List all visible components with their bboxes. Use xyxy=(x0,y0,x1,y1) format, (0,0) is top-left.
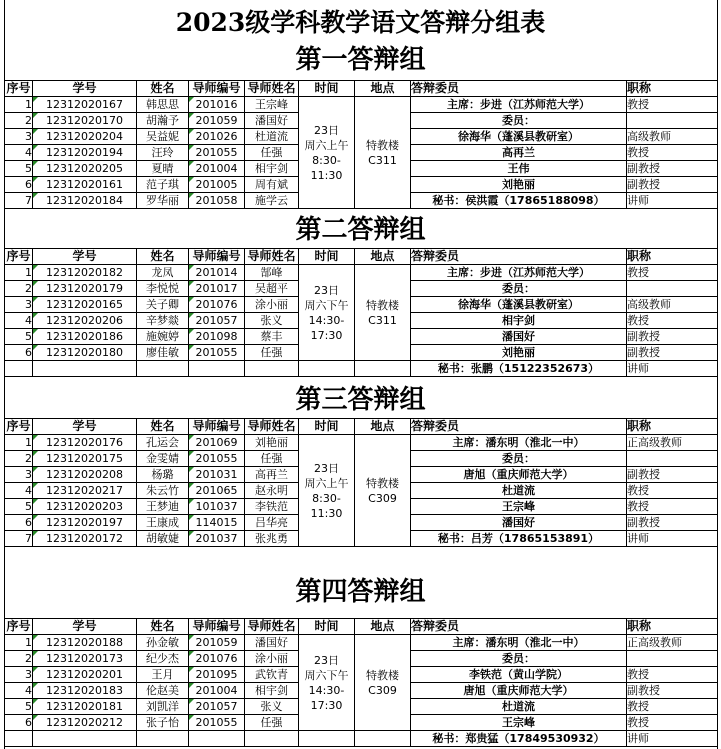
advisor-name-cell: 张兆勇 xyxy=(245,531,299,547)
time-line: 周六上午 xyxy=(304,476,349,490)
empty-cell xyxy=(245,361,299,377)
committee-cell: 王宗峰 xyxy=(411,715,627,731)
column-header: 导师编号 xyxy=(189,419,245,435)
column-header: 序号 xyxy=(6,81,31,95)
advisor-name-cell: 相宇剑 xyxy=(245,161,299,177)
rank-cell: 副教授 xyxy=(627,329,718,345)
advisor-id-cell: 201069 xyxy=(189,435,245,451)
time-line: 8:30- xyxy=(312,491,341,505)
advisor-name-cell: 潘国好 xyxy=(245,635,299,651)
rank-cell: 高级教师 xyxy=(627,297,718,313)
place-line: C309 xyxy=(368,491,397,505)
advisor-id-cell: 201026 xyxy=(189,129,245,145)
page-title: 2023级学科教学语文答辩分组表 xyxy=(175,8,546,37)
rank-cell: 教授 xyxy=(627,265,718,281)
student-id-cell: 12312020165 xyxy=(33,297,137,313)
student-id-cell: 12312020181 xyxy=(33,699,137,715)
header-row xyxy=(5,419,718,435)
committee-cell: 委员： xyxy=(411,451,627,467)
seq-cell: 3 xyxy=(5,667,33,683)
table-row xyxy=(5,635,718,651)
rank-cell: 讲师 xyxy=(627,531,718,547)
seq-cell: 1 xyxy=(5,265,33,281)
student-id-cell: 12312020197 xyxy=(33,515,137,531)
rank-cell: 副教授 xyxy=(627,161,718,177)
seq-cell: 4 xyxy=(5,483,33,499)
time-line: 23日 xyxy=(314,283,339,297)
column-header: 学号 xyxy=(33,619,137,635)
advisor-id-cell: 201004 xyxy=(189,683,245,699)
advisor-name-cell: 张义 xyxy=(245,313,299,329)
rank-cell: 讲师 xyxy=(627,193,718,209)
committee-cell: 主席：潘东明（淮北一中） xyxy=(411,635,627,651)
student-id-cell: 12312020208 xyxy=(33,467,137,483)
place-cell xyxy=(355,435,411,547)
advisor-id-cell: 201055 xyxy=(189,145,245,161)
advisor-id-cell: 201055 xyxy=(189,345,245,361)
committee-cell: 秘书：吕芳（17865153891） xyxy=(411,531,627,547)
rank-cell xyxy=(627,113,718,129)
column-header: 地点 xyxy=(355,249,411,265)
student-id-cell: 12312020176 xyxy=(33,435,137,451)
advisor-id-cell: 201098 xyxy=(189,329,245,345)
column-header: 职称 xyxy=(627,419,718,435)
advisor-name-cell: 施学云 xyxy=(245,193,299,209)
seq-cell: 5 xyxy=(5,499,33,515)
empty-cell xyxy=(137,731,189,747)
place-line: C311 xyxy=(368,153,397,167)
seq-cell: 1 xyxy=(5,97,33,113)
group-table xyxy=(4,248,718,377)
time-line: 8:30- xyxy=(312,153,341,167)
student-name-cell: 王月 xyxy=(137,667,189,683)
column-header: 学号 xyxy=(33,81,137,97)
column-header: 姓名 xyxy=(137,81,189,97)
seq-cell: 6 xyxy=(5,177,33,193)
place-line: 特教楼 xyxy=(366,476,399,490)
advisor-id-cell: 201076 xyxy=(189,651,245,667)
column-header: 地点 xyxy=(355,619,411,635)
empty-cell xyxy=(5,361,33,377)
rank-cell xyxy=(627,451,718,467)
student-name-cell: 吴益妮 xyxy=(137,129,189,145)
student-id-cell: 12312020161 xyxy=(33,177,137,193)
student-id-cell: 12312020212 xyxy=(33,715,137,731)
student-id-cell: 12312020217 xyxy=(33,483,137,499)
rank-cell: 副教授 xyxy=(627,515,718,531)
group-title: 第二答辩组 xyxy=(295,215,426,245)
committee-cell: 潘国好 xyxy=(411,515,627,531)
committee-cell: 主席：潘东明（淮北一中） xyxy=(411,435,627,451)
advisor-name-cell: 涂小丽 xyxy=(245,651,299,667)
empty-cell xyxy=(355,731,411,747)
advisor-id-cell: 201059 xyxy=(189,113,245,129)
rank-cell: 讲师 xyxy=(627,731,718,747)
committee-cell: 委员： xyxy=(411,113,627,129)
advisor-id-cell: 101037 xyxy=(189,499,245,515)
committee-cell: 主席：步进（江苏师范大学） xyxy=(411,265,627,281)
time-line: 周六下午 xyxy=(304,668,349,682)
student-name-cell: 王梦迪 xyxy=(137,499,189,515)
advisor-id-cell: 201059 xyxy=(189,635,245,651)
empty-cell xyxy=(355,361,411,377)
column-header: 导师编号 xyxy=(189,619,245,635)
advisor-id-cell: 201017 xyxy=(189,281,245,297)
place-line: 特教楼 xyxy=(366,298,399,312)
column-header: 序号 xyxy=(6,619,31,633)
column-header: 答辩委员 xyxy=(411,419,627,435)
rank-cell: 教授 xyxy=(627,699,718,715)
seq-cell: 5 xyxy=(5,699,33,715)
student-id-cell: 12312020180 xyxy=(33,345,137,361)
committee-cell: 王宗峰 xyxy=(411,499,627,515)
advisor-name-cell: 蔡丰 xyxy=(245,329,299,345)
rank-cell: 副教授 xyxy=(627,177,718,193)
column-header: 时间 xyxy=(299,81,355,97)
column-header: 导师姓名 xyxy=(245,81,299,97)
time-line: 11:30 xyxy=(310,506,343,520)
advisor-id-cell: 114015 xyxy=(189,515,245,531)
advisor-name-cell: 李铁范 xyxy=(245,499,299,515)
empty-cell xyxy=(33,731,137,747)
empty-cell xyxy=(299,731,355,747)
committee-cell: 秘书：郑贵猛（17849530932） xyxy=(411,731,627,747)
column-header: 姓名 xyxy=(137,619,189,635)
committee-cell: 主席：步进（江苏师范大学） xyxy=(411,97,627,113)
committee-cell: 相宇剑 xyxy=(411,313,627,329)
advisor-name-cell: 吴超平 xyxy=(245,281,299,297)
rank-cell: 教授 xyxy=(627,313,718,329)
advisor-name-cell: 任强 xyxy=(245,715,299,731)
committee-cell: 杜道流 xyxy=(411,483,627,499)
student-id-cell: 12312020201 xyxy=(33,667,137,683)
seq-cell: 2 xyxy=(5,451,33,467)
student-id-cell: 12312020175 xyxy=(33,451,137,467)
time-line: 周六上午 xyxy=(304,138,349,152)
time-cell xyxy=(299,635,355,731)
committee-cell: 李铁范（黄山学院） xyxy=(411,667,627,683)
seq-cell: 2 xyxy=(5,281,33,297)
column-header: 学号 xyxy=(33,249,137,265)
student-id-cell: 12312020183 xyxy=(33,683,137,699)
table-row xyxy=(5,265,718,281)
student-name-cell: 韩思思 xyxy=(137,97,189,113)
student-id-cell: 12312020173 xyxy=(33,651,137,667)
seq-cell: 7 xyxy=(5,531,33,547)
advisor-id-cell: 201057 xyxy=(189,699,245,715)
committee-cell: 唐旭（重庆师范大学） xyxy=(411,683,627,699)
rank-cell: 高级教师 xyxy=(627,129,718,145)
student-id-cell: 12312020205 xyxy=(33,161,137,177)
student-id-cell: 12312020188 xyxy=(33,635,137,651)
column-header: 导师编号 xyxy=(189,81,245,97)
group-table xyxy=(4,618,718,747)
column-header: 导师编号 xyxy=(189,249,245,265)
seq-cell: 5 xyxy=(5,329,33,345)
place-line: C311 xyxy=(368,313,397,327)
time-cell xyxy=(299,265,355,361)
advisor-id-cell: 201055 xyxy=(189,715,245,731)
advisor-name-cell: 张义 xyxy=(245,699,299,715)
rank-cell: 讲师 xyxy=(627,361,718,377)
student-name-cell: 金雯婧 xyxy=(137,451,189,467)
advisor-name-cell: 高再兰 xyxy=(245,467,299,483)
seq-cell: 7 xyxy=(5,193,33,209)
advisor-id-cell: 201095 xyxy=(189,667,245,683)
student-name-cell: 纪少杰 xyxy=(137,651,189,667)
rank-cell: 教授 xyxy=(627,97,718,113)
column-header: 地点 xyxy=(355,419,411,435)
place-cell xyxy=(355,97,411,209)
group-title: 第一答辩组 xyxy=(295,45,426,75)
committee-cell: 唐旭（重庆师范大学） xyxy=(411,467,627,483)
group-table xyxy=(4,80,718,209)
student-name-cell: 杨璐 xyxy=(137,467,189,483)
seq-cell: 4 xyxy=(5,145,33,161)
advisor-name-cell: 刘艳丽 xyxy=(245,435,299,451)
committee-cell: 刘艳丽 xyxy=(411,177,627,193)
student-name-cell: 龙凤 xyxy=(137,265,189,281)
rank-cell xyxy=(627,281,718,297)
advisor-id-cell: 201014 xyxy=(189,265,245,281)
group-title: 第三答辩组 xyxy=(295,385,426,415)
student-name-cell: 张子怡 xyxy=(137,715,189,731)
student-name-cell: 李悦悦 xyxy=(137,281,189,297)
rank-cell: 教授 xyxy=(627,499,718,515)
student-id-cell: 12312020172 xyxy=(33,531,137,547)
time-cell xyxy=(299,97,355,209)
advisor-id-cell: 201005 xyxy=(189,177,245,193)
student-id-cell: 12312020204 xyxy=(33,129,137,145)
column-header: 职称 xyxy=(627,249,718,265)
group-table xyxy=(4,418,718,547)
student-name-cell: 朱云竹 xyxy=(137,483,189,499)
place-cell xyxy=(355,635,411,731)
column-header: 学号 xyxy=(33,419,137,435)
student-name-cell: 王康成 xyxy=(137,515,189,531)
column-header: 时间 xyxy=(299,249,355,265)
column-header: 地点 xyxy=(355,81,411,97)
time-line: 14:30- xyxy=(308,683,345,697)
empty-cell xyxy=(137,361,189,377)
committee-cell: 委员： xyxy=(411,651,627,667)
advisor-name-cell: 任强 xyxy=(245,145,299,161)
committee-cell: 刘艳丽 xyxy=(411,345,627,361)
column-header: 序号 xyxy=(6,419,31,433)
seq-cell: 3 xyxy=(5,129,33,145)
student-id-cell: 12312020170 xyxy=(33,113,137,129)
rank-cell: 教授 xyxy=(627,483,718,499)
student-id-cell: 12312020186 xyxy=(33,329,137,345)
empty-cell xyxy=(189,361,245,377)
time-line: 14:30- xyxy=(308,313,345,327)
column-header: 答辩委员 xyxy=(411,619,627,635)
column-header: 答辩委员 xyxy=(411,249,627,265)
header-row xyxy=(5,249,718,265)
advisor-id-cell: 201037 xyxy=(189,531,245,547)
table-row xyxy=(5,97,718,113)
advisor-id-cell: 201004 xyxy=(189,161,245,177)
advisor-id-cell: 201031 xyxy=(189,467,245,483)
place-cell xyxy=(355,265,411,361)
table-row xyxy=(5,361,718,377)
place-line: 特教楼 xyxy=(366,138,399,152)
column-header: 答辩委员 xyxy=(411,81,627,97)
student-name-cell: 孙金敏 xyxy=(137,635,189,651)
seq-cell: 2 xyxy=(5,651,33,667)
student-id-cell: 12312020184 xyxy=(33,193,137,209)
rank-cell: 副教授 xyxy=(627,345,718,361)
rank-cell xyxy=(627,651,718,667)
seq-cell: 6 xyxy=(5,715,33,731)
seq-cell: 6 xyxy=(5,515,33,531)
student-name-cell: 夏晴 xyxy=(137,161,189,177)
advisor-id-cell: 201016 xyxy=(189,97,245,113)
student-name-cell: 刘凯洋 xyxy=(137,699,189,715)
advisor-name-cell: 任强 xyxy=(245,345,299,361)
seq-cell: 1 xyxy=(5,435,33,451)
committee-cell: 秘书：侯洪霞（17865188098） xyxy=(411,193,627,209)
advisor-name-cell: 相宇剑 xyxy=(245,683,299,699)
committee-cell: 高再兰 xyxy=(411,145,627,161)
seq-cell: 4 xyxy=(5,683,33,699)
committee-cell: 徐海华（蓬溪县教研室） xyxy=(411,297,627,313)
empty-cell xyxy=(245,731,299,747)
column-header: 职称 xyxy=(627,619,718,635)
rank-cell: 正高级教师 xyxy=(627,635,718,651)
time-line: 23日 xyxy=(314,123,339,137)
advisor-name-cell: 赵永明 xyxy=(245,483,299,499)
column-header: 姓名 xyxy=(137,419,189,435)
seq-cell: 2 xyxy=(5,113,33,129)
empty-cell xyxy=(5,731,33,747)
seq-cell: 6 xyxy=(5,345,33,361)
rank-cell: 教授 xyxy=(627,715,718,731)
rank-cell: 副教授 xyxy=(627,683,718,699)
committee-cell: 徐海华（蓬溪县教研室） xyxy=(411,129,627,145)
rank-cell: 教授 xyxy=(627,145,718,161)
column-header: 职称 xyxy=(627,81,718,97)
student-id-cell: 12312020182 xyxy=(33,265,137,281)
time-line: 23日 xyxy=(314,461,339,475)
seq-cell: 5 xyxy=(5,161,33,177)
advisor-id-cell: 201058 xyxy=(189,193,245,209)
advisor-id-cell: 201076 xyxy=(189,297,245,313)
student-id-cell: 12312020203 xyxy=(33,499,137,515)
advisor-name-cell: 王宗峰 xyxy=(245,97,299,113)
student-name-cell: 廖佳敏 xyxy=(137,345,189,361)
advisor-name-cell: 郜峰 xyxy=(245,265,299,281)
column-header: 时间 xyxy=(299,419,355,435)
column-header: 时间 xyxy=(299,619,355,635)
student-name-cell: 胡敏婕 xyxy=(137,531,189,547)
table-row xyxy=(5,435,718,451)
advisor-name-cell: 周有斌 xyxy=(245,177,299,193)
student-name-cell: 辛梦燚 xyxy=(137,313,189,329)
rank-cell: 副教授 xyxy=(627,467,718,483)
empty-cell xyxy=(189,731,245,747)
student-name-cell: 伦赵美 xyxy=(137,683,189,699)
advisor-name-cell: 杜道流 xyxy=(245,129,299,145)
advisor-name-cell: 潘国好 xyxy=(245,113,299,129)
column-header: 导师姓名 xyxy=(245,619,299,635)
place-line: C309 xyxy=(368,683,397,697)
advisor-name-cell: 武钦青 xyxy=(245,667,299,683)
seq-cell: 3 xyxy=(5,297,33,313)
student-id-cell: 12312020206 xyxy=(33,313,137,329)
rank-cell: 教授 xyxy=(627,667,718,683)
time-line: 17:30 xyxy=(310,698,343,712)
empty-cell xyxy=(33,361,137,377)
student-name-cell: 罗华丽 xyxy=(137,193,189,209)
advisor-id-cell: 201057 xyxy=(189,313,245,329)
committee-cell: 秘书：张鹏（15122352673） xyxy=(411,361,627,377)
header-row xyxy=(5,619,718,635)
seq-cell: 4 xyxy=(5,313,33,329)
student-id-cell: 12312020194 xyxy=(33,145,137,161)
place-line: 特教楼 xyxy=(366,668,399,682)
group-title: 第四答辩组 xyxy=(295,577,426,607)
seq-cell: 1 xyxy=(5,635,33,651)
time-line: 23日 xyxy=(314,653,339,667)
student-id-cell: 12312020179 xyxy=(33,281,137,297)
student-name-cell: 汪玲 xyxy=(137,145,189,161)
time-cell xyxy=(299,435,355,547)
column-header: 序号 xyxy=(6,249,31,263)
advisor-id-cell: 201055 xyxy=(189,451,245,467)
committee-cell: 王伟 xyxy=(411,161,627,177)
column-header: 导师姓名 xyxy=(245,249,299,265)
advisor-name-cell: 任强 xyxy=(245,451,299,467)
student-name-cell: 孔运会 xyxy=(137,435,189,451)
advisor-id-cell: 201065 xyxy=(189,483,245,499)
time-line: 周六下午 xyxy=(304,298,349,312)
header-row xyxy=(5,81,718,97)
committee-cell: 委员： xyxy=(411,281,627,297)
empty-cell xyxy=(299,361,355,377)
seq-cell: 3 xyxy=(5,467,33,483)
time-line: 11:30 xyxy=(310,168,343,182)
table-row xyxy=(5,731,718,747)
student-name-cell: 范子琪 xyxy=(137,177,189,193)
student-name-cell: 胡瀚予 xyxy=(137,113,189,129)
advisor-name-cell: 涂小丽 xyxy=(245,297,299,313)
student-id-cell: 12312020167 xyxy=(33,97,137,113)
student-name-cell: 施婉婷 xyxy=(137,329,189,345)
column-header: 导师姓名 xyxy=(245,419,299,435)
time-line: 17:30 xyxy=(310,328,343,342)
committee-cell: 杜道流 xyxy=(411,699,627,715)
advisor-name-cell: 吕华亮 xyxy=(245,515,299,531)
committee-cell: 潘国好 xyxy=(411,329,627,345)
rank-cell: 正高级教师 xyxy=(627,435,718,451)
student-name-cell: 关子卿 xyxy=(137,297,189,313)
column-header: 姓名 xyxy=(137,249,189,265)
